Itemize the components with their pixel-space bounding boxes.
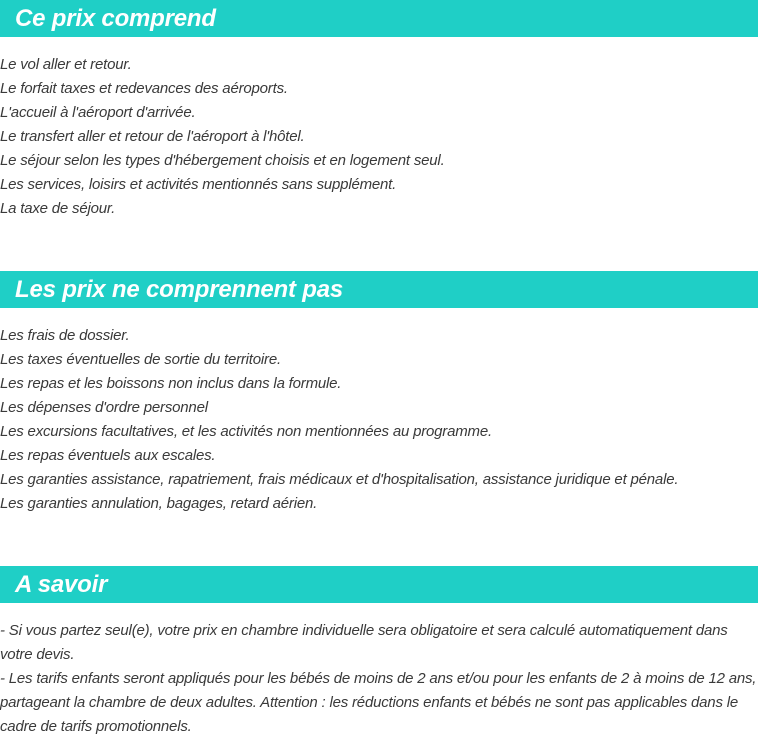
list-item: Les taxes éventuelles de sortie du territoire. (0, 351, 281, 368)
section-price-includes (0, 0, 758, 221)
excluded-list (0, 308, 758, 516)
section-header (0, 0, 758, 37)
section-title: Les prix ne comprennent pas (15, 276, 344, 303)
info-paragraph: - Si vous partez seul(e), votre prix en chambre individuelle sera obligatoire et sera calculé automatiquement dans votre devis. (0, 622, 728, 663)
info-paragraphs (0, 603, 758, 739)
list-item: Le vol aller et retour. (0, 56, 132, 73)
list-item: Les frais de dossier. (0, 327, 130, 344)
list-item: Le transfert aller et retour de l'aéroport à l'hôtel. (0, 128, 305, 145)
list-item: Les services, loisirs et activités mentionnés sans supplément. (0, 176, 397, 193)
info-paragraph: - Les tarifs enfants seront appliqués pour les bébés de moins de 2 ans et/ou pour les enfants de 2 à moins de 12 ans, partageant la chambre de deux adultes. Attention : les réductions enfants et bébés ne sont pas applicables dans le cadre de tarifs promotionnels. (0, 670, 757, 735)
list-item: La taxe de séjour. (0, 200, 116, 217)
included-list (0, 37, 758, 221)
list-item: Les repas et les boissons non inclus dans la formule. (0, 375, 342, 392)
section-good-to-know (0, 566, 758, 739)
section-title: A savoir (15, 571, 108, 598)
list-item: Les repas éventuels aux escales. (0, 447, 216, 464)
list-item: Le séjour selon les types d'hébergement choisis et en logement seul. (0, 152, 445, 169)
section-title: Ce prix comprend (15, 5, 216, 32)
list-item: Les garanties assistance, rapatriement, frais médicaux et d'hospitalisation, assistance juridique et pénale. (0, 471, 679, 488)
list-item: Les dépenses d'ordre personnel (0, 399, 208, 416)
list-item: Le forfait taxes et redevances des aéroports. (0, 80, 288, 97)
section-header (0, 566, 758, 603)
list-item: L'accueil à l'aéroport d'arrivée. (0, 104, 196, 121)
list-item: Les excursions facultatives, et les activités non mentionnées au programme. (0, 423, 492, 440)
section-price-excludes (0, 271, 758, 516)
section-header (0, 271, 758, 308)
list-item: Les garanties annulation, bagages, retard aérien. (0, 495, 318, 512)
